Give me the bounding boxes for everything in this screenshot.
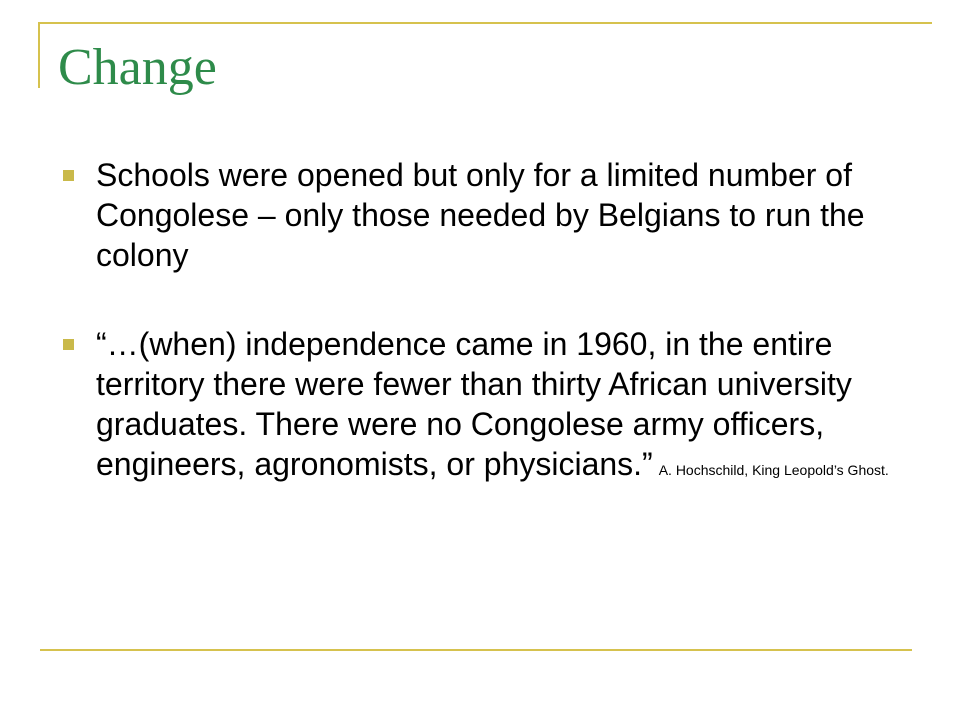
bottom-rule [40, 649, 912, 651]
citation: A. Hochschild, King Leopold’s Ghost. [658, 462, 889, 478]
bullet-text: Schools were opened but only for a limited number of Congolese – only those needed by Belgians to run the colony [96, 157, 865, 273]
bullet-item [60, 155, 916, 275]
square-bullet-icon [63, 170, 74, 181]
square-bullet-icon [63, 339, 74, 350]
top-rule [38, 22, 932, 24]
slide-title: Change [58, 39, 217, 96]
bullet-text: “…(when) independence came in 1960, in the entire territory there were fewer than thirty African university graduates. There were no Congolese army officers, engineers, agronomists, or physicians.” [96, 326, 852, 482]
bullet-list [60, 155, 916, 484]
bullet-item [60, 324, 916, 484]
left-rule [38, 22, 40, 88]
